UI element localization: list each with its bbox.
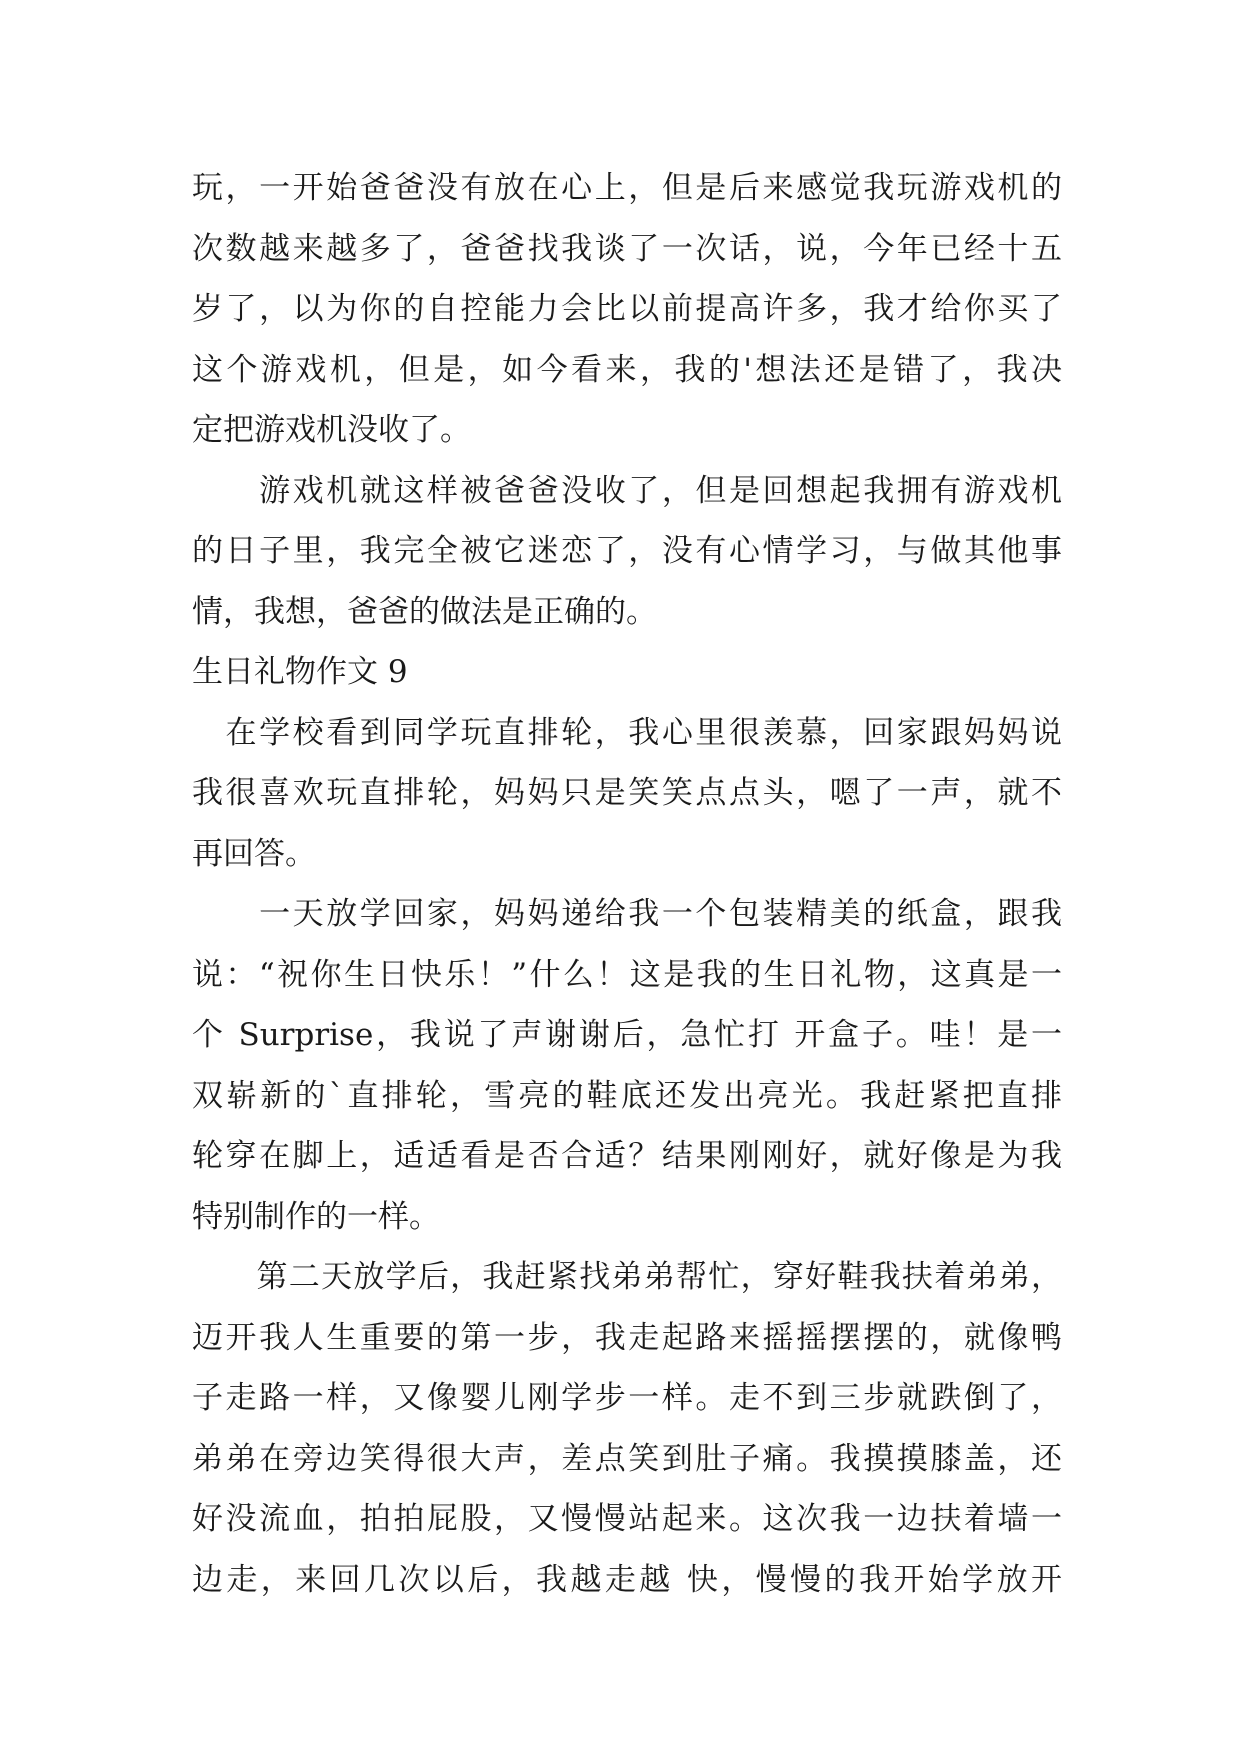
text-line: 个 Surprise，我说了声谢谢后，急忙打 开盒子。哇！是一 [192, 1017, 1062, 1053]
text-line: 情，我想，爸爸的做法是正确的。 [192, 593, 657, 630]
document-body [192, 158, 1062, 1610]
text-line: 次数越来越多了，爸爸找我谈了一次话，说，今年已经十五 [192, 230, 1062, 267]
text-line: 特别制作的一样。 [192, 1198, 440, 1235]
text-line: 边走，来回几次以后，我越走越 快，慢慢的我开始学放开 [192, 1561, 1062, 1598]
text-line: 第二天放学后，我赶紧找弟弟帮忙，穿好鞋我扶着弟弟， [192, 1259, 1062, 1295]
text-line: 子走路一样，又像婴儿刚学步一样。走不到三步就跌倒了， [192, 1380, 1062, 1416]
text-line: 一天放学回家，妈妈递给我一个包装精美的纸盒，跟我 [192, 896, 1062, 932]
text-line: 在学校看到同学玩直排轮，我心里很羡慕，回家跟妈妈说 [192, 714, 1062, 751]
text-line: 再回答。 [192, 835, 316, 872]
text-line: 弟弟在旁边笑得很大声，差点笑到肚子痛。我摸摸膝盖，还 [192, 1440, 1062, 1477]
text-line: 游戏机就这样被爸爸没收了，但是回想起我拥有游戏机 [192, 472, 1062, 509]
text-line: 我很喜欢玩直排轮，妈妈只是笑笑点点头，嗯了一声，就不 [192, 775, 1062, 811]
text-line: 迈开我人生重要的第一步，我走起路来摇摇摆摆的，就像鸭 [192, 1319, 1062, 1356]
section-heading: 生日礼物作文 9 [192, 654, 408, 690]
text-line: 定把游戏机没收了。 [192, 412, 471, 448]
text-line: 玩，一开始爸爸没有放在心上，但是后来感觉我玩游戏机的 [192, 170, 1062, 206]
text-line: 这个游戏机，但是，如今看来，我的'想法还是错了，我决 [192, 351, 1062, 388]
text-line: 岁了，以为你的自控能力会比以前提高许多，我才给你买了 [192, 291, 1062, 327]
text-line: 的日子里，我完全被它迷恋了，没有心情学习，与做其他事 [192, 533, 1062, 569]
text-line: 双崭新的`直排轮，雪亮的鞋底还发出亮光。我赶紧把直排 [192, 1077, 1062, 1114]
text-line: 说：“祝你生日快乐！”什么！这是我的生日礼物，这真是一 [192, 956, 1062, 993]
text-line: 轮穿在脚上，适适看是否合适？结果刚刚好，就好像是为我 [192, 1138, 1062, 1174]
text-line: 好没流血，拍拍屁股，又慢慢站起来。这次我一边扶着墙一 [192, 1501, 1062, 1537]
